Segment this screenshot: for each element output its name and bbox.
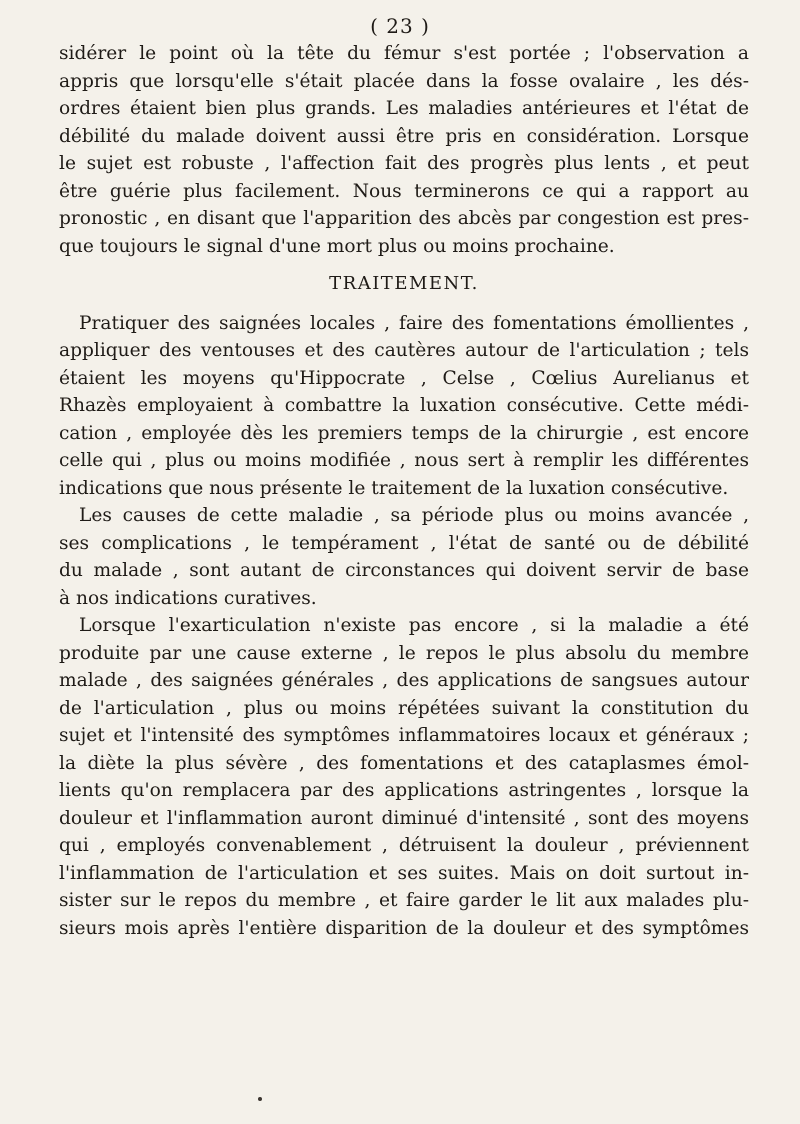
text-line: Les causes de cette maladie , sa période plus ou moins avancée , (79, 505, 749, 526)
text-line: la diète la plus sévère , des fomentations et des cataplasmes émol- (59, 752, 749, 774)
text-line: que toujours le signal d'une mort plus ou moins prochaine. (59, 235, 615, 257)
paragraph-exarticulation (59, 612, 749, 942)
text-line: à nos indications curatives. (59, 587, 317, 609)
text-line: lients qu'on remplacera par des applications astringentes , lorsque la (59, 780, 749, 801)
text-line: qui , employés convenablement , détruisent la douleur , préviennent (59, 835, 749, 856)
text-line: pronostic , en disant que l'apparition des abcès par congestion est pres- (59, 208, 749, 229)
text-line: celle qui , plus ou moins modifiée , nous sert à remplir les différentes (59, 450, 749, 471)
text-line: sidérer le point où la tête du fémur s'est portée ; l'observation a (59, 43, 749, 64)
ink-speck (258, 1097, 262, 1101)
text-line: du malade , sont autant de circonstances qui doivent servir de base (59, 560, 749, 581)
text-line: cation , employée dès les premiers temps de la chirurgie , est encore (59, 422, 749, 444)
text-line: appliquer des ventouses et des cautères autour de l'articulation ; tels (59, 340, 749, 361)
text-line: Pratiquer des saignées locales , faire des fomentations émollientes , (79, 312, 749, 334)
text-line: sister sur le repos du membre , et faire garder le lit aux malades plu- (59, 890, 749, 911)
body-text (59, 40, 749, 942)
text-line: douleur et l'inflammation auront diminué d'intensité , sont des moyens (59, 807, 749, 829)
text-line: sieurs mois après l'entière disparition de la douleur et des symptômes (59, 917, 749, 939)
paragraph-treatment-intro (59, 310, 749, 503)
section-heading: TRAITEMENT. (329, 273, 479, 294)
text-line: débilité du malade doivent aussi être pris en considération. Lorsque (59, 125, 749, 147)
text-line: indications que nous présente le traitement de la luxation consécutive. (59, 477, 729, 499)
page-number: ( 23 ) (370, 14, 430, 38)
text-line: l'inflammation de l'articulation et ses suites. Mais on doit surtout in- (59, 862, 749, 884)
text-line: appris que lorsqu'elle s'était placée dans la fosse ovalaire , les dés- (59, 70, 749, 92)
text-line: de l'articulation , plus ou moins répétées suivant la constitution du (59, 697, 749, 719)
text-line: sujet et l'intensité des symptômes inflammatoires locaux et généraux ; (59, 725, 749, 746)
text-line: produite par une cause externe , le repos le plus absolu du membre (59, 642, 749, 664)
text-line: ses complications , le tempérament , l'état de santé ou de débilité (59, 532, 749, 554)
text-line: Rhazès employaient à combattre la luxation consécutive. Cette médi- (59, 395, 749, 416)
text-line: étaient les moyens qu'Hippocrate , Celse , Cœlius Aurelianus et (59, 367, 749, 389)
text-line: le sujet est robuste , l'affection fait des progrès plus lents , et peut (59, 153, 749, 174)
paragraph-prognosis (59, 40, 749, 260)
text-line: malade , des saignées générales , des applications de sangsues autour (59, 670, 749, 691)
paragraph-causes (59, 502, 749, 612)
text-line: être guérie plus facilement. Nous terminerons ce qui a rapport au (59, 180, 749, 202)
text-line: ordres étaient bien plus grands. Les maladies antérieures et l'état de (59, 98, 749, 119)
text-line: Lorsque l'exarticulation n'existe pas encore , si la maladie a été (79, 615, 749, 636)
